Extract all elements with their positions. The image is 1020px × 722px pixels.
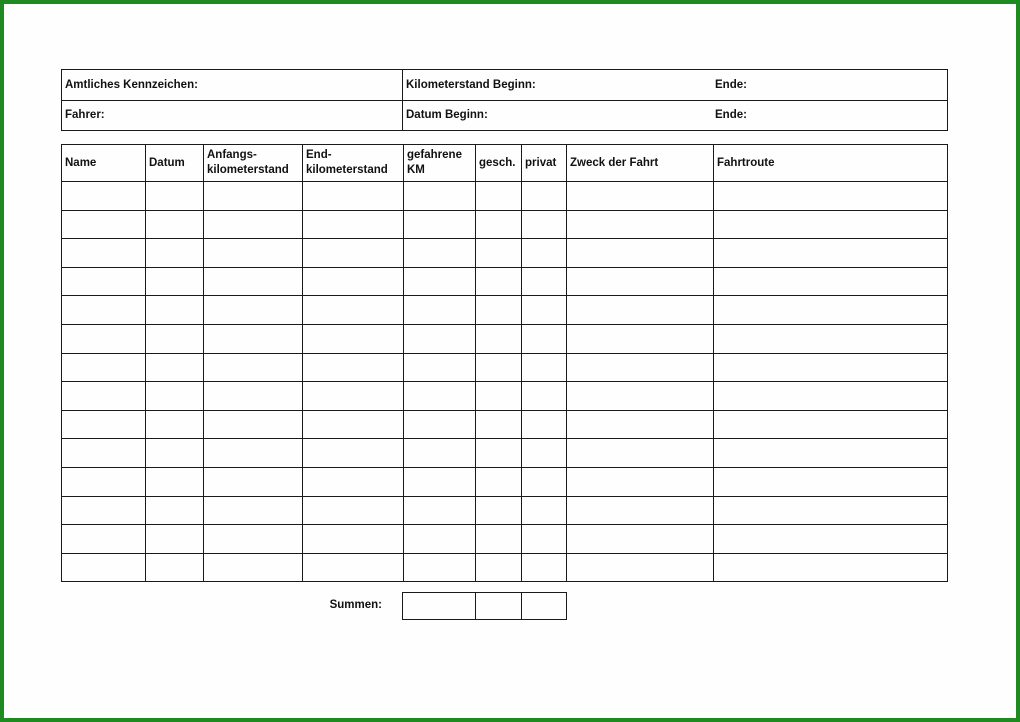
cell-privat[interactable] — [522, 296, 567, 325]
cell-anfangskilometerstand[interactable] — [204, 267, 303, 296]
cell-zweck[interactable] — [567, 553, 714, 582]
cell-endkilometerstand[interactable] — [303, 210, 404, 239]
col-header-endkilometerstand: End- kilometerstand — [303, 145, 404, 182]
cell-anfangskilometerstand[interactable] — [204, 324, 303, 353]
table-row — [62, 410, 948, 439]
cell-privat[interactable] — [522, 353, 567, 382]
datum-beginn-field[interactable] — [403, 100, 948, 131]
cell-anfangskilometerstand[interactable] — [204, 525, 303, 554]
col-header-datum: Datum — [146, 145, 204, 182]
col-header-name: Name — [62, 145, 146, 182]
cell-fahrtroute[interactable] — [714, 496, 948, 525]
cell-zweck[interactable] — [567, 324, 714, 353]
cell-anfangskilometerstand[interactable] — [204, 239, 303, 268]
cell-zweck[interactable] — [567, 525, 714, 554]
cell-gefahrene-km[interactable] — [404, 296, 476, 325]
cell-gesch[interactable] — [476, 439, 522, 468]
cell-datum[interactable] — [146, 382, 204, 411]
summen-label: Summen: — [329, 599, 382, 611]
cell-gefahrene-km[interactable] — [404, 496, 476, 525]
cell-name[interactable] — [62, 553, 146, 582]
cell-privat[interactable] — [522, 467, 567, 496]
cell-endkilometerstand[interactable] — [303, 382, 404, 411]
cell-zweck[interactable] — [567, 439, 714, 468]
cell-privat[interactable] — [522, 182, 567, 211]
cell-datum[interactable] — [146, 182, 204, 211]
table-row — [62, 382, 948, 411]
cell-endkilometerstand[interactable] — [303, 525, 404, 554]
cell-gefahrene-km[interactable] — [404, 467, 476, 496]
cell-gesch[interactable] — [476, 410, 522, 439]
cell-zweck[interactable] — [567, 496, 714, 525]
cell-endkilometerstand[interactable] — [303, 267, 404, 296]
cell-gesch[interactable] — [476, 296, 522, 325]
cell-name[interactable] — [62, 210, 146, 239]
cell-datum[interactable] — [146, 239, 204, 268]
cell-privat[interactable] — [522, 210, 567, 239]
cell-zweck[interactable] — [567, 182, 714, 211]
cell-gefahrene-km[interactable] — [404, 182, 476, 211]
col-header-anfangskilometerstand: Anfangs- kilometerstand — [204, 145, 303, 182]
cell-fahrtroute[interactable] — [714, 296, 948, 325]
summen-table — [402, 592, 567, 620]
cell-name[interactable] — [62, 410, 146, 439]
datum-beginn-label: Datum Beginn: — [406, 109, 488, 122]
cell-fahrtroute[interactable] — [714, 382, 948, 411]
cell-datum[interactable] — [146, 410, 204, 439]
cell-endkilometerstand[interactable] — [303, 239, 404, 268]
table-row — [62, 210, 948, 239]
cell-anfangskilometerstand[interactable] — [204, 353, 303, 382]
table-row — [62, 239, 948, 268]
km-beginn-field[interactable] — [403, 70, 948, 101]
cell-zweck[interactable] — [567, 353, 714, 382]
cell-gefahrene-km[interactable] — [404, 353, 476, 382]
cell-privat[interactable] — [522, 496, 567, 525]
cell-anfangskilometerstand[interactable] — [204, 496, 303, 525]
header-table — [61, 69, 948, 131]
cell-gefahrene-km[interactable] — [404, 267, 476, 296]
cell-name[interactable] — [62, 525, 146, 554]
cell-datum[interactable] — [146, 267, 204, 296]
cell-datum[interactable] — [146, 353, 204, 382]
cell-privat[interactable] — [522, 553, 567, 582]
kennzeichen-label: Amtliches Kennzeichen: — [65, 78, 198, 91]
cell-gefahrene-km[interactable] — [404, 410, 476, 439]
cell-name[interactable] — [62, 267, 146, 296]
cell-zweck[interactable] — [567, 382, 714, 411]
cell-anfangskilometerstand[interactable] — [204, 182, 303, 211]
header-row-vehicle — [62, 70, 948, 101]
cell-name[interactable] — [62, 382, 146, 411]
log-body — [62, 182, 948, 582]
fahrer-label: Fahrer: — [65, 109, 105, 122]
summe-gesch-cell[interactable] — [476, 593, 522, 620]
cell-datum[interactable] — [146, 296, 204, 325]
table-row — [62, 439, 948, 468]
cell-datum[interactable] — [146, 496, 204, 525]
cell-fahrtroute[interactable] — [714, 467, 948, 496]
cell-gefahrene-km[interactable] — [404, 525, 476, 554]
fahrer-field[interactable] — [62, 100, 403, 131]
cell-fahrtroute[interactable] — [714, 353, 948, 382]
cell-privat[interactable] — [522, 239, 567, 268]
cell-endkilometerstand[interactable] — [303, 467, 404, 496]
cell-privat[interactable] — [522, 439, 567, 468]
cell-datum[interactable] — [146, 553, 204, 582]
table-row — [62, 267, 948, 296]
cell-gesch[interactable] — [476, 182, 522, 211]
cell-gesch[interactable] — [476, 382, 522, 411]
km-ende-label: Ende: — [715, 78, 747, 91]
cell-privat[interactable] — [522, 525, 567, 554]
cell-anfangskilometerstand[interactable] — [204, 382, 303, 411]
cell-gefahrene-km[interactable] — [404, 239, 476, 268]
cell-name[interactable] — [62, 296, 146, 325]
cell-gesch[interactable] — [476, 553, 522, 582]
cell-datum[interactable] — [146, 525, 204, 554]
cell-name[interactable] — [62, 239, 146, 268]
cell-gesch[interactable] — [476, 210, 522, 239]
cell-fahrtroute[interactable] — [714, 210, 948, 239]
cell-privat[interactable] — [522, 324, 567, 353]
cell-name[interactable] — [62, 353, 146, 382]
log-header-row — [62, 145, 948, 182]
cell-datum[interactable] — [146, 210, 204, 239]
table-row — [62, 296, 948, 325]
cell-zweck[interactable] — [567, 239, 714, 268]
cell-privat[interactable] — [522, 267, 567, 296]
cell-endkilometerstand[interactable] — [303, 324, 404, 353]
cell-fahrtroute[interactable] — [714, 439, 948, 468]
table-row — [62, 353, 948, 382]
summen-row — [403, 593, 567, 620]
table-row — [62, 467, 948, 496]
cell-gesch[interactable] — [476, 467, 522, 496]
table-row — [62, 525, 948, 554]
cell-name[interactable] — [62, 496, 146, 525]
cell-zweck[interactable] — [567, 296, 714, 325]
cell-anfangskilometerstand[interactable] — [204, 210, 303, 239]
cell-endkilometerstand[interactable] — [303, 410, 404, 439]
table-row — [62, 182, 948, 211]
cell-datum[interactable] — [146, 439, 204, 468]
cell-fahrtroute[interactable] — [714, 410, 948, 439]
kennzeichen-field[interactable] — [62, 70, 403, 101]
cell-privat[interactable] — [522, 410, 567, 439]
cell-gefahrene-km[interactable] — [404, 210, 476, 239]
header-row-driver — [62, 100, 948, 131]
cell-anfangskilometerstand[interactable] — [204, 410, 303, 439]
cell-gesch[interactable] — [476, 496, 522, 525]
cell-fahrtroute[interactable] — [714, 182, 948, 211]
cell-name[interactable] — [62, 182, 146, 211]
summe-privat-cell[interactable] — [522, 593, 567, 620]
summe-gefahrene-km-cell[interactable] — [403, 593, 476, 620]
cell-name[interactable] — [62, 467, 146, 496]
table-row — [62, 553, 948, 582]
cell-gesch[interactable] — [476, 525, 522, 554]
cell-zweck[interactable] — [567, 267, 714, 296]
table-row — [62, 496, 948, 525]
cell-endkilometerstand[interactable] — [303, 496, 404, 525]
cell-datum[interactable] — [146, 467, 204, 496]
cell-privat[interactable] — [522, 382, 567, 411]
col-header-gesch: gesch. — [476, 145, 522, 182]
cell-zweck[interactable] — [567, 467, 714, 496]
cell-gefahrene-km[interactable] — [404, 439, 476, 468]
cell-zweck[interactable] — [567, 210, 714, 239]
cell-gesch[interactable] — [476, 239, 522, 268]
cell-fahrtroute[interactable] — [714, 553, 948, 582]
cell-gefahrene-km[interactable] — [404, 382, 476, 411]
cell-name[interactable] — [62, 439, 146, 468]
table-row — [62, 324, 948, 353]
col-header-gefahrene-km: gefahrene KM — [404, 145, 476, 182]
cell-fahrtroute[interactable] — [714, 525, 948, 554]
cell-gesch[interactable] — [476, 324, 522, 353]
cell-fahrtroute[interactable] — [714, 324, 948, 353]
col-header-fahrtroute: Fahrtroute — [714, 145, 948, 182]
cell-anfangskilometerstand[interactable] — [204, 467, 303, 496]
cell-gefahrene-km[interactable] — [404, 324, 476, 353]
cell-zweck[interactable] — [567, 410, 714, 439]
cell-name[interactable] — [62, 324, 146, 353]
cell-anfangskilometerstand[interactable] — [204, 296, 303, 325]
cell-anfangskilometerstand[interactable] — [204, 553, 303, 582]
cell-endkilometerstand[interactable] — [303, 182, 404, 211]
cell-datum[interactable] — [146, 324, 204, 353]
cell-anfangskilometerstand[interactable] — [204, 439, 303, 468]
log-table — [61, 144, 948, 582]
cell-endkilometerstand[interactable] — [303, 553, 404, 582]
cell-endkilometerstand[interactable] — [303, 296, 404, 325]
col-header-zweck: Zweck der Fahrt — [567, 145, 714, 182]
cell-endkilometerstand[interactable] — [303, 439, 404, 468]
datum-ende-label: Ende: — [715, 109, 747, 122]
col-header-privat: privat — [522, 145, 567, 182]
cell-gefahrene-km[interactable] — [404, 553, 476, 582]
cell-gesch[interactable] — [476, 353, 522, 382]
cell-fahrtroute[interactable] — [714, 267, 948, 296]
cell-gesch[interactable] — [476, 267, 522, 296]
cell-fahrtroute[interactable] — [714, 239, 948, 268]
km-beginn-label: Kilometerstand Beginn: — [406, 78, 536, 91]
cell-endkilometerstand[interactable] — [303, 353, 404, 382]
